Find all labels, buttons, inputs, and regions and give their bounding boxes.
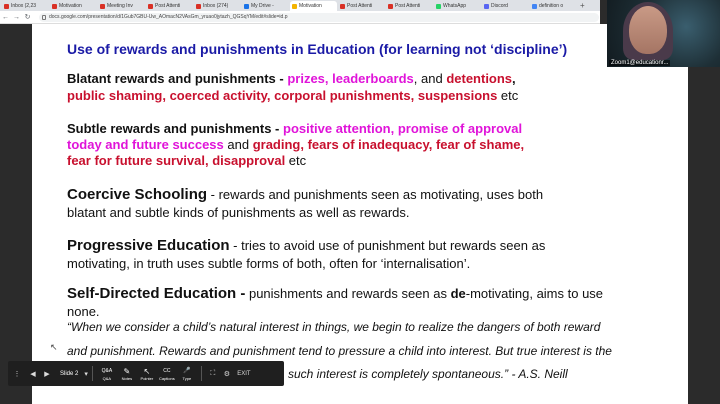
type-button[interactable]: 🎤 Type [182, 367, 192, 381]
notes-button[interactable]: ✎ Notes [121, 366, 133, 381]
webcam-video [607, 0, 720, 67]
tab-label: Motivation [59, 3, 82, 9]
browser-tab[interactable] [146, 1, 193, 11]
tab-favicon-icon [436, 4, 441, 9]
mouse-cursor-icon: ↖ [50, 342, 58, 352]
selfdirected-line-1: Self-Directed Education - punishments and rewards seen as de-motivating, aims to use [67, 285, 604, 302]
browser-tab[interactable] [530, 1, 577, 11]
browser-tab[interactable] [2, 1, 49, 11]
captions-button[interactable]: CC Captions [158, 367, 175, 381]
tab-favicon-icon [196, 4, 201, 9]
tab-favicon-icon [532, 4, 537, 9]
presenter-toolbar [8, 361, 284, 386]
tab-favicon-icon [148, 4, 153, 9]
subtle-line-1: Subtle rewards and punishments - positive attention, promise of approval [67, 121, 523, 136]
captions-icon: CC [163, 367, 171, 374]
tab-label: definition o [539, 3, 564, 9]
qa-icon: Q&A [101, 367, 113, 374]
tab-favicon-icon [340, 4, 345, 9]
qa-button[interactable]: Q&A Q&A [101, 367, 113, 381]
microphone-icon: 🎤 [183, 367, 191, 374]
gear-icon[interactable]: ⚙ [223, 370, 231, 378]
url-field[interactable] [39, 13, 599, 22]
address-bar [0, 11, 600, 24]
tab-label: Post Attenti [395, 3, 421, 9]
pointer-button[interactable]: ↖ Pointer [140, 366, 154, 381]
quote-line-2: and punishment. Rewards and punishment tend to pressure a child into interest. But true interest is the [67, 344, 612, 358]
selfdirected-line-2: none. [67, 304, 100, 319]
tab-label: Motivation [299, 3, 322, 9]
next-slide-icon[interactable]: ▶ [44, 370, 50, 378]
browser-tab[interactable] [386, 1, 433, 11]
tab-favicon-icon [388, 4, 393, 9]
tab-favicon-icon [292, 4, 297, 9]
presentation-slide [32, 24, 688, 404]
browser-tab[interactable] [434, 1, 481, 11]
tab-label: Inbox (274) [203, 3, 229, 9]
toolbar-divider [92, 366, 93, 381]
quote-line-1: “When we consider a child’s natural interest in things, we begin to realize the dangers of both reward [67, 320, 601, 334]
new-tab-button[interactable]: + [580, 1, 585, 10]
reload-icon[interactable]: ↻ [24, 14, 31, 21]
blatant-line-1: Blatant rewards and punishments - prizes, leaderboards, and detentions, [67, 71, 516, 86]
browser-tab[interactable] [482, 1, 529, 11]
subtle-line-2: today and future success and grading, fears of inadequacy, fear of shame, [67, 137, 525, 152]
browser-tab[interactable] [242, 1, 289, 11]
tab-label: Post Attenti [347, 3, 373, 9]
tab-label: Meeting Inv [107, 3, 133, 9]
browser-tab[interactable] [50, 1, 97, 11]
browser-tab[interactable] [194, 1, 241, 11]
coercive-line-2: blatant and subtle kinds of punishments as well as rewards. [67, 205, 410, 220]
progressive-line-1: Progressive Education - tries to avoid use of punishment but rewards seen as [67, 237, 546, 254]
webcam-name: Zoom1@educationr... [611, 60, 669, 66]
url-text: docs.google.com/presentation/d/1Gub7GBU-Uw_AOmacN2VAsGm_yruao0jytazh_QGSqYM/edit#slide=id.p [49, 13, 288, 20]
exit-button[interactable]: EXIT [237, 370, 251, 377]
tab-label: WhatsApp [443, 3, 467, 9]
quote-line-3: such interest is completely spontaneous.” - A.S. Neill [288, 367, 568, 381]
browser-tab[interactable] [98, 1, 145, 11]
fullscreen-icon[interactable]: ⛶ [210, 369, 216, 377]
menu-icon[interactable]: ⋮ [13, 370, 21, 378]
lock-icon [42, 15, 46, 20]
toolbar-divider [201, 366, 202, 381]
tab-favicon-icon [100, 4, 105, 9]
notes-icon: ✎ [123, 366, 131, 376]
browser-tab[interactable] [338, 1, 385, 11]
coercive-line-1: Coercive Schooling - rewards and punishments seen as motivating, uses both [67, 186, 544, 203]
blatant-line-2: public shaming, coerced activity, corporal punishments, suspensions etc [67, 88, 519, 103]
tab-label: Discord [491, 3, 508, 9]
person-face [629, 6, 667, 54]
previous-slide-icon[interactable]: ◀ [30, 370, 36, 378]
tab-favicon-icon [244, 4, 249, 9]
tab-favicon-icon [4, 4, 9, 9]
tab-label: My Drive - [251, 3, 274, 9]
slide-selector[interactable]: Slide 2 [60, 370, 79, 377]
tab-label: Inbox (2,23 [11, 3, 37, 9]
pointer-icon: ↖ [143, 366, 151, 376]
tab-label: Post Attenti [155, 3, 181, 9]
back-icon[interactable]: ← [2, 13, 9, 21]
tab-favicon-icon [484, 4, 489, 9]
tab-favicon-icon [52, 4, 57, 9]
slide-title: Use of rewards and punishments in Education (for learning not ‘discipline’) [67, 41, 568, 57]
forward-icon[interactable]: → [13, 13, 20, 21]
subtle-line-3: fear for future survival, disapproval etc [67, 153, 307, 168]
browser-tab[interactable] [290, 1, 337, 11]
slide-dropdown-icon[interactable]: ▾ [84, 370, 88, 378]
progressive-line-2: motivating, in truth uses subtle forms of both, often for ‘internalisation’. [67, 256, 471, 271]
browser-tab-bar [0, 0, 600, 11]
